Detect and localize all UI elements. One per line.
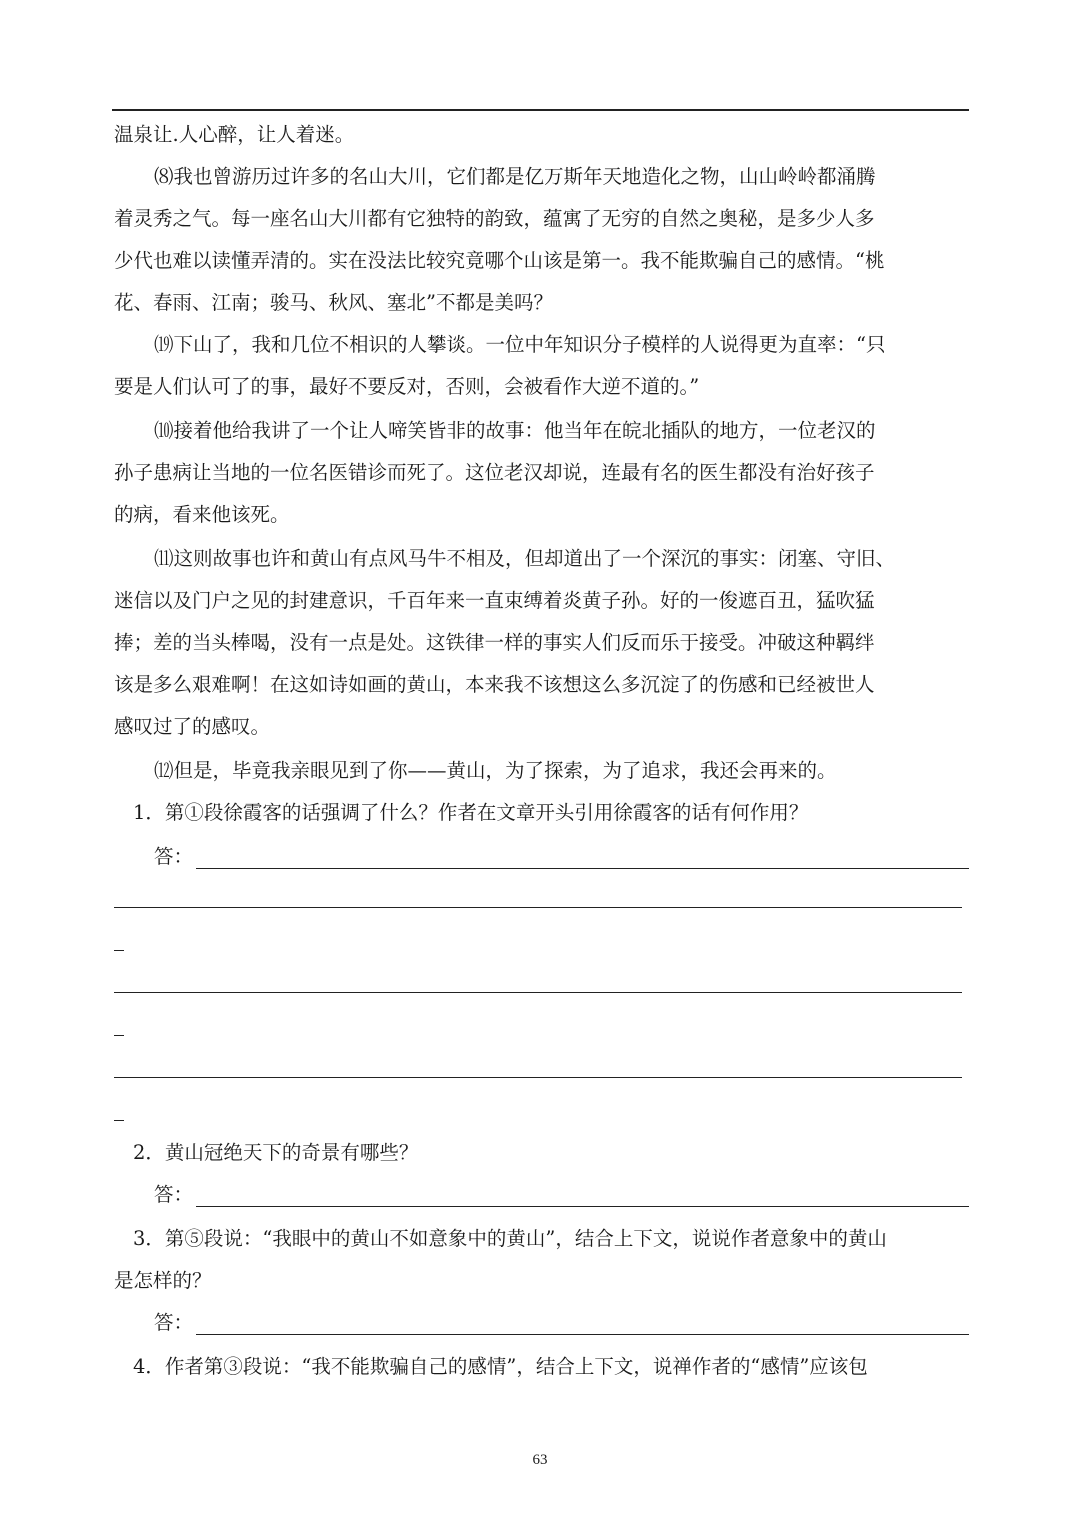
answer-label: 答：	[154, 1311, 194, 1334]
passage-line: ⑽接着他给我讲了一个让人啼笑皆非的故事：他当年在皖北插队的地方，一位老汉的	[154, 419, 876, 442]
answer-label: 答：	[154, 1183, 194, 1206]
answer-blank-line[interactable]	[114, 1077, 962, 1078]
passage-line: 迷信以及门户之见的封建意识，千百年来一直束缚着炎黄子孙。好的一俊遮百丑，猛吹猛	[114, 589, 875, 612]
answer-blank-line[interactable]	[114, 992, 962, 993]
answer-label: 答：	[154, 845, 194, 868]
question-3: 3．第⑤段说：“我眼中的黄山不如意象中的黄山”，结合上下文，说说作者意象中的黄山	[133, 1227, 887, 1250]
passage-line: 温泉让.人心醉，让人着迷。	[114, 123, 355, 146]
answer-underline	[196, 1206, 969, 1207]
passage-line: ⒆下山了，我和几位不相识的人攀谈。一位中年知识分子模样的人说得更为直率：“只	[154, 333, 886, 356]
passage-line: 着灵秀之气。每一座名山大川都有它独特的韵致，蕴寓了无穷的自然之奥秘，是多少人多	[114, 207, 875, 230]
answer-underline	[196, 868, 969, 869]
answer-blank-stub	[114, 1120, 124, 1121]
answer-blank-stub	[114, 950, 124, 951]
question-2: 2．黄山冠绝天下的奇景有哪些？	[133, 1141, 419, 1164]
passage-line: ⑾这则故事也许和黄山有点风马牛不相及，但却道出了一个深沉的事实：闭塞、守旧、	[154, 547, 896, 570]
question-1: 1．第①段徐霞客的话强调了什么？作者在文章开头引用徐霞客的话有何作用？	[133, 801, 809, 824]
answer-field-2[interactable]	[154, 1174, 969, 1216]
passage-line: 该是多么艰难啊！在这如诗如画的黄山，本来我不该想这么多沉淀了的伤感和已经被世人	[114, 673, 875, 696]
page-number: 63	[532, 1452, 548, 1468]
passage-line: ⑻我也曾游历过许多的名山大川，它们都是亿万斯年天地造化之物，山山岭岭都涌腾	[154, 165, 876, 188]
answer-field-3[interactable]	[154, 1302, 969, 1344]
passage-line: 孙子患病让当地的一位名医错诊而死了。这位老汉却说，连最有名的医生都没有治好孩子	[114, 461, 875, 484]
answer-blank-stub	[114, 1035, 124, 1036]
passage-line: 花、春雨、江南；骏马、秋风、塞北”不都是美吗？	[114, 291, 553, 314]
passage-line: ⑿但是，毕竟我亲眼见到了你——黄山，为了探索，为了追求，我还会再来的。	[154, 759, 837, 782]
answer-field-1[interactable]	[154, 836, 969, 878]
answer-underline	[196, 1334, 969, 1335]
question-3-cont: 是怎样的？	[114, 1269, 212, 1292]
passage-line: 捧；差的当头棒喝，没有一点是处。这铁律一样的事实人们反而乐于接受。冲破这种羁绊	[114, 631, 875, 654]
answer-blank-line[interactable]	[114, 907, 962, 908]
passage-line: 要是人们认可了的事，最好不要反对，否则，会被看作大逆不道的。”	[114, 375, 700, 398]
header-rule	[112, 109, 969, 111]
passage-line: 的病，看来他该死。	[114, 503, 290, 526]
passage-line: 感叹过了的感叹。	[114, 715, 271, 738]
passage-line: 少代也难以读懂弄清的。实在没法比较究竟哪个山该是第一。我不能欺骗自己的感情。“桃	[114, 249, 885, 272]
question-4: 4．作者第③段说：“我不能欺骗自己的感情”，结合上下文，说禅作者的“感情”应该包	[133, 1355, 868, 1378]
